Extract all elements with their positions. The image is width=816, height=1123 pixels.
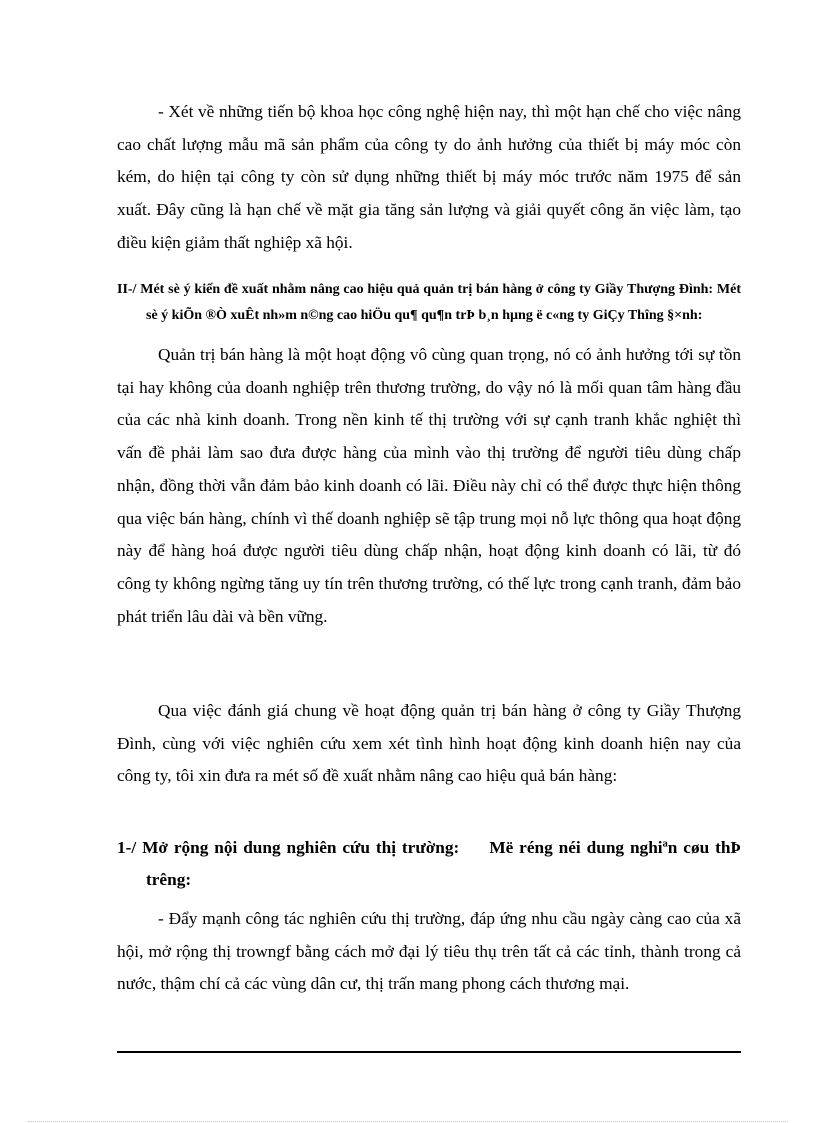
paragraph-proposals-intro: Qua việc đánh giá chung về hoạt động quản trị bán hàng ở công ty Giầy Thượng Đình, cùng với việc nghiên cứu xem xét tình hình hoạt động kinh doanh hiện nay của công ty, tôi xin đưa ra mét số đề xuất nhằm nâng cao hiệu quả bán hàng:: [117, 701, 741, 786]
footer-rule: [117, 1051, 741, 1053]
paragraph-equipment-limitation: - Xét về những tiến bộ khoa học công nghệ hiện nay, thì một hạn chế cho việc nâng cao chất lượng mẫu mã sản phẩm của công ty do ảnh hưởng của thiết bị máy móc còn kém, do hiện tại công ty còn sử dụng những thiết bị máy móc trước năm 1975 để sản xuất. Đây cũng là hạn chế về mặt gia tăng sản lượng và giải quyết công ăn việc làm, tạo điều kiện giảm thất nghiệp xã hội.: [117, 102, 741, 252]
paragraph-market-research: - Đẩy mạnh công tác nghiên cứu thị trường, đáp ứng nhu cầu ngày càng cao của xã hội, mở rộng thị trowngf bằng cách mở đại lý tiêu thụ trên tất cả các tỉnh, thành trong cả nước, thậm chí cả các vùng dân cư, thị trấn mang phong cách thương mại.: [117, 909, 741, 994]
section-heading-1: [117, 832, 741, 896]
section-heading-1-garbled-text: Më réng néi dung nghiªn cøu thÞ trêng:: [146, 838, 741, 889]
section-heading-ii: II-/ Mét sè ý kiến đề xuất nhằm nâng cao hiệu quả quản trị bán hàng ở công ty Giầy Thượng Đình: Mét sè ý kiÕn ®Ò xuÊt nh»m n©ng cao hiÖu qu¶ qu¶n trÞ b¸n hµng ë c«ng ty GiÇy Thîng §×nh:: [117, 282, 741, 323]
section-heading-1-text: 1-/ Mở rộng nội dung nghiên cứu thị trường:: [117, 838, 460, 857]
paragraph-sales-management-importance: Quản trị bán hàng là một hoạt động vô cùng quan trọng, nó có ảnh hưởng tới sự tồn tại hay không của doanh nghiệp trên thương trường, do vậy nó là mối quan tâm hàng đầu của các nhà kinh doanh. Trong nền kinh tế thị trường với sự cạnh tranh khắc nghiệt thì vấn đề phải làm sao đưa được hàng của mình vào thị trường để người tiêu dùng chấp nhận, đồng thời vẫn đảm bảo kinh doanh có lãi. Điều này chỉ có thể được thực hiện thông qua việc bán hàng, chính vì thế doanh nghiệp sẽ tập trung mọi nỗ lực thông qua hoạt động này để hàng hoá được người tiêu dùng chấp nhận, hoạt động kinh doanh có lãi, từ đó công ty không ngừng tăng uy tín trên thương trường, có thế lực trong cạnh tranh, đảm bảo phát triển lâu dài và bền vững.: [117, 345, 741, 626]
page-bottom-dotted-border: [28, 1121, 788, 1122]
